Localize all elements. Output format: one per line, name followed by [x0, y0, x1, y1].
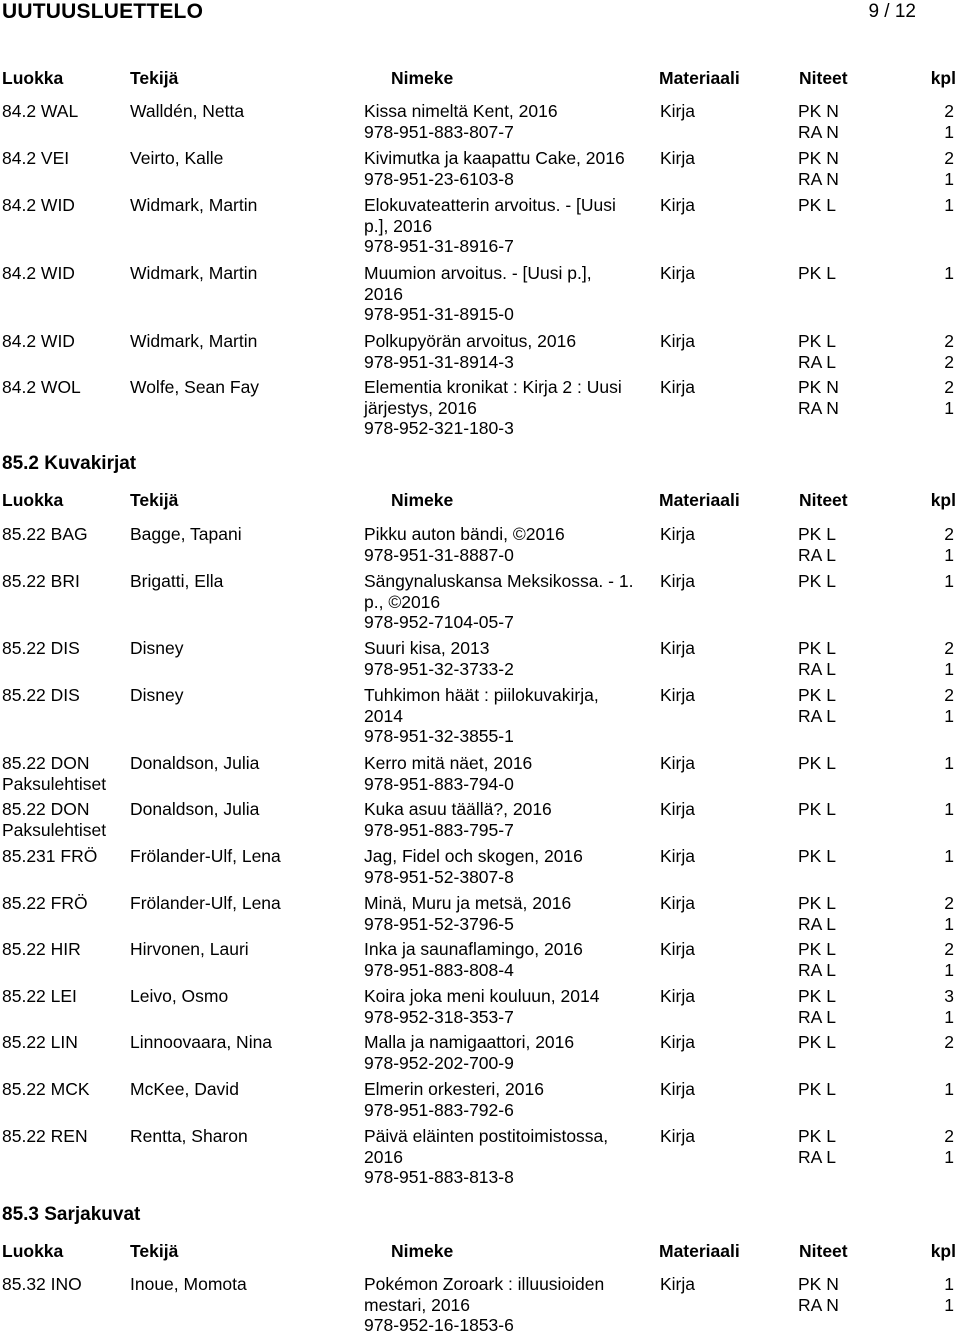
- entry-nimeke: [364, 638, 654, 679]
- entry-niteet: [798, 148, 839, 189]
- page-title: UUTUUSLUETTELO: [2, 0, 204, 23]
- niteet-line: PK L: [798, 1032, 836, 1052]
- luokka-line: 85.22 LEI: [2, 986, 77, 1006]
- luokka-line: 84.2 WOL: [2, 377, 81, 397]
- nimeke-line: Inka ja saunaflamingo, 2016: [364, 939, 583, 959]
- kpl-line: 1: [944, 705, 954, 726]
- kpl-line: 1: [944, 799, 954, 819]
- entry-nimeke: [364, 263, 654, 325]
- column-header-niteet: Niteet: [799, 1241, 848, 1261]
- entry-kpl: [944, 195, 954, 216]
- entry-nimeke: [364, 1126, 654, 1188]
- kpl-line: 1: [944, 263, 954, 283]
- niteet-line: PK L: [798, 263, 836, 283]
- entry-nimeke: [364, 1032, 654, 1073]
- entry-luokka: [2, 571, 80, 592]
- niteet-line: PK N: [798, 101, 839, 121]
- entry-kpl: [944, 1126, 954, 1167]
- entry-nimeke: [364, 1079, 654, 1120]
- entry-nimeke: [364, 986, 654, 1027]
- nimeke-line: Sängynaluskansa Meksikossa. - 1.: [364, 571, 634, 591]
- entry-kpl: [944, 685, 954, 726]
- kpl-line: 1: [944, 397, 954, 418]
- luokka-line: 85.22 DIS: [2, 638, 80, 658]
- kpl-line: 1: [944, 1006, 954, 1027]
- entry-tekija: Disney: [130, 638, 184, 658]
- luokka-line: 85.22 DON: [2, 799, 90, 819]
- entry-kpl: [944, 331, 954, 372]
- niteet-line: PK L: [798, 846, 836, 866]
- entry-luokka: [2, 986, 77, 1007]
- entry-niteet: [798, 524, 836, 565]
- nimeke-line: Kivimutka ja kaapattu Cake, 2016: [364, 148, 625, 168]
- column-header-kpl: kpl: [930, 68, 956, 88]
- nimeke-line: Kuka asuu täällä?, 2016: [364, 799, 552, 819]
- nimeke-line: 978-952-7104-05-7: [364, 612, 514, 632]
- entry-materiaali: Kirja: [660, 986, 696, 1006]
- entry-materiaali: Kirja: [660, 893, 696, 913]
- niteet-line: PK L: [798, 638, 836, 658]
- entry-tekija: Donaldson, Julia: [130, 753, 260, 773]
- entry-niteet: [798, 101, 839, 142]
- niteet-line: PK N: [798, 377, 839, 397]
- entry-tekija: Widmark, Martin: [130, 331, 258, 351]
- nimeke-line: Kissa nimeltä Kent, 2016: [364, 101, 558, 121]
- nimeke-line: 978-952-16-1853-6: [364, 1315, 514, 1335]
- luokka-line: 84.2 VEI: [2, 148, 70, 168]
- entry-kpl: [944, 939, 954, 980]
- nimeke-line: Polkupyörän arvoitus, 2016: [364, 331, 577, 351]
- entry-tekija: Donaldson, Julia: [130, 799, 260, 819]
- niteet-line: PK L: [798, 893, 836, 913]
- niteet-line: RA L: [798, 913, 836, 934]
- column-header-row: [0, 1241, 960, 1263]
- kpl-line: 3: [944, 986, 954, 1006]
- entry-kpl: [944, 893, 954, 934]
- entry-kpl: [944, 638, 954, 679]
- luokka-line: 85.231 FRÖ: [2, 846, 98, 866]
- entry-materiaali: Kirja: [660, 263, 696, 283]
- nimeke-line: Elementia kronikat : Kirja 2 : Uusi: [364, 377, 622, 397]
- entry-materiaali: Kirja: [660, 1079, 696, 1099]
- column-header-kpl: kpl: [930, 1241, 956, 1261]
- entry-luokka: [2, 1079, 90, 1100]
- kpl-line: 2: [944, 148, 954, 168]
- entry-luokka: [2, 753, 106, 794]
- luokka-line: 85.22 LIN: [2, 1032, 78, 1052]
- nimeke-line: Pikku auton bändi, ©2016: [364, 524, 565, 544]
- nimeke-line: Elokuvateatterin arvoitus. - [Uusi: [364, 195, 616, 215]
- kpl-line: 2: [944, 331, 954, 351]
- nimeke-line: 978-951-883-795-7: [364, 819, 514, 840]
- entry-tekija: Frölander-Ulf, Lena: [130, 893, 281, 913]
- nimeke-line: 978-952-318-353-7: [364, 1006, 514, 1027]
- nimeke-line: 978-952-202-700-9: [364, 1052, 514, 1073]
- entry-kpl: [944, 1032, 954, 1053]
- entry-tekija: Widmark, Martin: [130, 263, 258, 283]
- kpl-line: 1: [944, 846, 954, 866]
- luokka-line: 85.22 FRÖ: [2, 893, 88, 913]
- entry-nimeke: [364, 1274, 654, 1336]
- kpl-line: 1: [944, 1146, 954, 1167]
- luokka-line: 85.22 BAG: [2, 524, 88, 544]
- luokka-line: 85.22 REN: [2, 1126, 88, 1146]
- entry-luokka: [2, 638, 80, 659]
- column-header-nimeke: Nimeke: [391, 68, 454, 88]
- entry-niteet: [798, 1274, 839, 1315]
- nimeke-line: 978-952-321-180-3: [364, 418, 514, 438]
- nimeke-line: Tuhkimon häät : piilokuvakirja,: [364, 685, 599, 705]
- entry-nimeke: [364, 524, 654, 565]
- entry-nimeke: [364, 195, 654, 257]
- entry-nimeke: [364, 101, 654, 142]
- niteet-line: PK L: [798, 753, 836, 773]
- nimeke-line: Minä, Muru ja metsä, 2016: [364, 893, 572, 913]
- entry-niteet: [798, 377, 839, 418]
- nimeke-line: 978-951-31-8887-0: [364, 544, 514, 565]
- entry-niteet: [798, 263, 836, 284]
- niteet-line: RA L: [798, 1006, 836, 1027]
- niteet-line: PK L: [798, 195, 836, 215]
- entry-nimeke: [364, 846, 654, 887]
- niteet-line: RA L: [798, 658, 836, 679]
- entry-luokka: [2, 1274, 82, 1295]
- entry-nimeke: [364, 753, 654, 794]
- niteet-line: RA L: [798, 959, 836, 980]
- entry-tekija: Inoue, Momota: [130, 1274, 247, 1294]
- entry-materiaali: Kirja: [660, 753, 696, 773]
- entry-niteet: [798, 753, 836, 774]
- column-header-row: [0, 490, 960, 512]
- entry-luokka: [2, 263, 75, 284]
- kpl-line: 1: [944, 658, 954, 679]
- entry-materiaali: Kirja: [660, 1032, 696, 1052]
- entry-materiaali: Kirja: [660, 939, 696, 959]
- column-header-luokka: Luokka: [2, 490, 64, 510]
- column-header-materiaali: Materiaali: [659, 68, 740, 88]
- nimeke-line: Suuri kisa, 2013: [364, 638, 490, 658]
- entry-tekija: Disney: [130, 685, 184, 705]
- kpl-line: 2: [944, 939, 954, 959]
- kpl-line: 2: [944, 101, 954, 121]
- entry-kpl: [944, 799, 954, 820]
- kpl-line: 1: [944, 1294, 954, 1315]
- entry-luokka: [2, 101, 78, 122]
- nimeke-line: mestari, 2016: [364, 1294, 471, 1315]
- entry-luokka: [2, 939, 81, 960]
- entry-nimeke: [364, 893, 654, 934]
- entry-materiaali: Kirja: [660, 148, 696, 168]
- luokka-line: 84.2 WAL: [2, 101, 79, 121]
- nimeke-line: Päivä eläinten postitoimistossa,: [364, 1126, 609, 1146]
- kpl-line: 1: [944, 1079, 954, 1099]
- entry-kpl: [944, 1079, 954, 1100]
- luokka-line: Paksulehtiset: [2, 773, 107, 794]
- nimeke-line: 978-951-31-8914-3: [364, 351, 514, 372]
- entry-tekija: Walldén, Netta: [130, 101, 245, 121]
- entry-niteet: [798, 939, 836, 980]
- section-title: 85.3 Sarjakuvat: [2, 1204, 141, 1225]
- entry-materiaali: Kirja: [660, 1274, 696, 1294]
- entry-materiaali: Kirja: [660, 331, 696, 351]
- kpl-line: 1: [944, 571, 954, 591]
- nimeke-line: 978-951-883-794-0: [364, 773, 514, 794]
- kpl-line: 2: [944, 1126, 954, 1146]
- nimeke-line: 978-951-883-813-8: [364, 1167, 514, 1187]
- entry-kpl: [944, 377, 954, 418]
- entry-luokka: [2, 893, 88, 914]
- entry-niteet: [798, 799, 836, 820]
- entry-tekija: Linnoovaara, Nina: [130, 1032, 273, 1052]
- entry-kpl: [944, 148, 954, 189]
- entry-tekija: Leivo, Osmo: [130, 986, 229, 1006]
- column-header-materiaali: Materiaali: [659, 490, 740, 510]
- entry-luokka: [2, 846, 97, 867]
- kpl-line: 2: [944, 1032, 954, 1052]
- nimeke-line: 978-951-31-8916-7: [364, 236, 514, 256]
- niteet-line: RA N: [798, 1294, 839, 1315]
- entry-kpl: [944, 846, 954, 867]
- kpl-line: 1: [944, 168, 954, 189]
- nimeke-line: Kerro mitä näet, 2016: [364, 753, 533, 773]
- entry-nimeke: [364, 571, 654, 633]
- niteet-line: RA L: [798, 351, 836, 372]
- entry-nimeke: [364, 939, 654, 980]
- kpl-line: 1: [944, 913, 954, 934]
- entry-niteet: [798, 846, 836, 867]
- kpl-line: 1: [944, 753, 954, 773]
- niteet-line: PK N: [798, 148, 839, 168]
- entry-materiaali: Kirja: [660, 638, 696, 658]
- column-header-kpl: kpl: [930, 490, 956, 510]
- kpl-line: 2: [944, 377, 954, 397]
- niteet-line: PK L: [798, 1079, 836, 1099]
- entry-luokka: [2, 377, 81, 398]
- entry-tekija: Frölander-Ulf, Lena: [130, 846, 281, 866]
- entry-niteet: [798, 1032, 836, 1053]
- entry-nimeke: [364, 148, 654, 189]
- niteet-line: PK L: [798, 986, 836, 1006]
- nimeke-line: 978-951-31-8915-0: [364, 304, 514, 324]
- entry-nimeke: [364, 685, 654, 747]
- kpl-line: 2: [944, 351, 954, 372]
- niteet-line: RA L: [798, 705, 836, 726]
- column-header-tekija: Tekijä: [130, 68, 179, 88]
- nimeke-line: järjestys, 2016: [364, 397, 477, 418]
- nimeke-line: 978-951-32-3733-2: [364, 658, 514, 679]
- niteet-line: RA N: [798, 121, 839, 142]
- luokka-line: 84.2 WID: [2, 331, 75, 351]
- nimeke-line: 2016: [364, 1146, 403, 1167]
- column-header-tekija: Tekijä: [130, 490, 179, 510]
- entry-materiaali: Kirja: [660, 799, 696, 819]
- entry-materiaali: Kirja: [660, 524, 696, 544]
- entry-materiaali: Kirja: [660, 571, 696, 591]
- luokka-line: 84.2 WID: [2, 195, 75, 215]
- column-header-niteet: Niteet: [799, 68, 848, 88]
- kpl-line: 1: [944, 544, 954, 565]
- entry-materiaali: Kirja: [660, 377, 696, 397]
- niteet-line: PK L: [798, 331, 836, 351]
- entry-tekija: Rentta, Sharon: [130, 1126, 248, 1146]
- entry-luokka: [2, 685, 80, 706]
- entry-niteet: [798, 638, 836, 679]
- column-header-materiaali: Materiaali: [659, 1241, 740, 1261]
- entry-kpl: [944, 263, 954, 284]
- niteet-line: RA L: [798, 544, 836, 565]
- niteet-line: PK L: [798, 685, 836, 705]
- luokka-line: 85.22 HIR: [2, 939, 81, 959]
- entry-nimeke: [364, 331, 654, 372]
- entry-materiaali: Kirja: [660, 195, 696, 215]
- entry-luokka: [2, 1126, 88, 1147]
- luokka-line: 85.22 MCK: [2, 1079, 90, 1099]
- entry-nimeke: [364, 377, 654, 439]
- entry-tekija: Widmark, Martin: [130, 195, 258, 215]
- niteet-line: PK L: [798, 939, 836, 959]
- column-header-luokka: Luokka: [2, 1241, 64, 1261]
- entry-niteet: [798, 1126, 836, 1167]
- entry-luokka: [2, 195, 75, 216]
- column-header-nimeke: Nimeke: [391, 490, 454, 510]
- column-header-niteet: Niteet: [799, 490, 848, 510]
- kpl-line: 1: [944, 1274, 954, 1294]
- column-header-row: [0, 68, 960, 90]
- kpl-line: 1: [944, 959, 954, 980]
- nimeke-line: 978-951-883-792-6: [364, 1099, 514, 1120]
- kpl-line: 2: [944, 638, 954, 658]
- niteet-line: PK L: [798, 799, 836, 819]
- entry-kpl: [944, 986, 954, 1027]
- column-header-luokka: Luokka: [2, 68, 64, 88]
- nimeke-line: 2014: [364, 705, 403, 726]
- nimeke-line: 978-951-52-3807-8: [364, 866, 514, 887]
- entry-materiaali: Kirja: [660, 101, 696, 121]
- nimeke-line: 978-951-883-807-7: [364, 121, 514, 142]
- entry-materiaali: Kirja: [660, 685, 696, 705]
- entry-kpl: [944, 1274, 954, 1315]
- entry-kpl: [944, 753, 954, 774]
- nimeke-line: Elmerin orkesteri, 2016: [364, 1079, 544, 1099]
- kpl-line: 2: [944, 524, 954, 544]
- niteet-line: RA L: [798, 1146, 836, 1167]
- section-title: 85.2 Kuvakirjat: [2, 453, 137, 474]
- entry-luokka: [2, 331, 75, 352]
- luokka-line: 85.22 BRI: [2, 571, 80, 591]
- entry-kpl: [944, 571, 954, 592]
- niteet-line: PK L: [798, 571, 836, 591]
- page-number: 9 / 12: [868, 1, 916, 22]
- kpl-line: 2: [944, 893, 954, 913]
- entry-niteet: [798, 986, 836, 1027]
- entry-niteet: [798, 195, 836, 216]
- nimeke-line: 978-951-23-6103-8: [364, 168, 514, 189]
- niteet-line: PK L: [798, 1126, 836, 1146]
- niteet-line: RA N: [798, 168, 839, 189]
- entry-luokka: [2, 524, 88, 545]
- luokka-line: 85.22 DON: [2, 753, 90, 773]
- entry-kpl: [944, 101, 954, 142]
- kpl-line: 1: [944, 195, 954, 215]
- niteet-line: PK L: [798, 524, 836, 544]
- entry-tekija: Brigatti, Ella: [130, 571, 224, 591]
- entry-niteet: [798, 893, 836, 934]
- luokka-line: Paksulehtiset: [2, 819, 107, 840]
- nimeke-line: 978-951-52-3796-5: [364, 913, 514, 934]
- nimeke-line: 978-951-883-808-4: [364, 959, 514, 980]
- luokka-line: 85.32 INO: [2, 1274, 82, 1294]
- entry-niteet: [798, 331, 836, 372]
- luokka-line: 84.2 WID: [2, 263, 75, 283]
- entry-materiaali: Kirja: [660, 846, 696, 866]
- entry-tekija: Wolfe, Sean Fay: [130, 377, 260, 397]
- entry-tekija: McKee, David: [130, 1079, 239, 1099]
- column-header-nimeke: Nimeke: [391, 1241, 454, 1261]
- entry-niteet: [798, 1079, 836, 1100]
- entry-nimeke: [364, 799, 654, 840]
- nimeke-line: 2016: [364, 283, 403, 304]
- entry-tekija: Hirvonen, Lauri: [130, 939, 249, 959]
- entry-luokka: [2, 148, 69, 169]
- niteet-line: RA N: [798, 397, 839, 418]
- luokka-line: 85.22 DIS: [2, 685, 80, 705]
- entry-niteet: [798, 571, 836, 592]
- niteet-line: PK N: [798, 1274, 839, 1294]
- nimeke-line: Jag, Fidel och skogen, 2016: [364, 846, 583, 866]
- nimeke-line: 978-951-32-3855-1: [364, 726, 514, 746]
- nimeke-line: Koira joka meni kouluun, 2014: [364, 986, 600, 1006]
- entry-tekija: Bagge, Tapani: [130, 524, 242, 544]
- entry-niteet: [798, 685, 836, 726]
- kpl-line: 1: [944, 121, 954, 142]
- entry-luokka: [2, 1032, 78, 1053]
- kpl-line: 2: [944, 685, 954, 705]
- nimeke-line: Muumion arvoitus. - [Uusi p.],: [364, 263, 592, 283]
- nimeke-line: Malla ja namigaattori, 2016: [364, 1032, 575, 1052]
- entry-materiaali: Kirja: [660, 1126, 696, 1146]
- entry-tekija: Veirto, Kalle: [130, 148, 224, 168]
- nimeke-line: p., ©2016: [364, 591, 441, 612]
- nimeke-line: p.], 2016: [364, 215, 433, 236]
- entry-luokka: [2, 799, 106, 840]
- column-header-tekija: Tekijä: [130, 1241, 179, 1261]
- nimeke-line: Pokémon Zoroark : illuusioiden: [364, 1274, 605, 1294]
- entry-kpl: [944, 524, 954, 565]
